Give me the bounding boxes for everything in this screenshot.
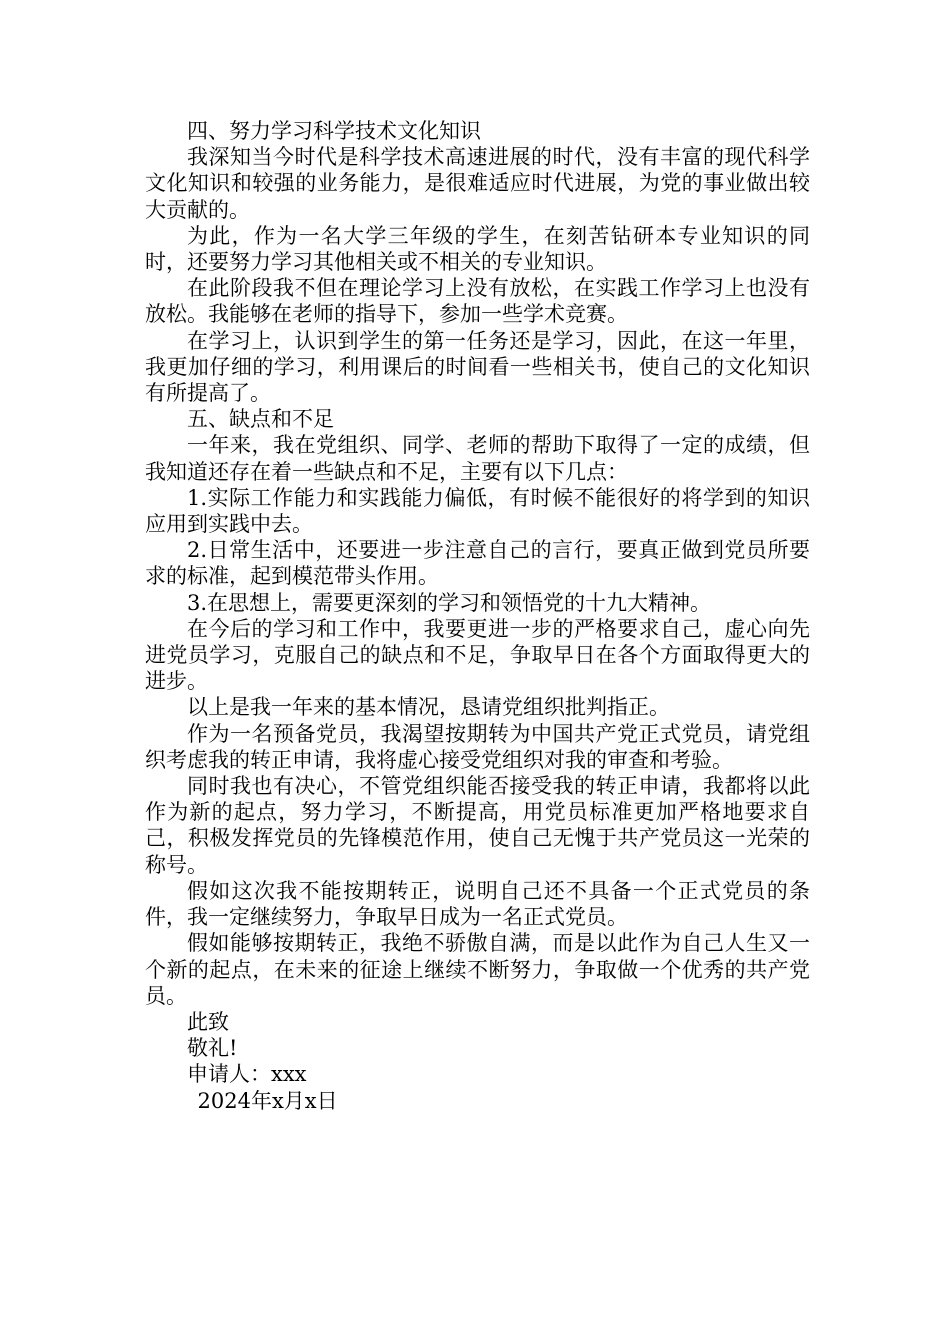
paragraph: 在学习上，认识到学生的第一任务还是学习，因此，在这一年里，我更加仔细的学习，利用课后的时间看一些相关书，使自己的文化知识有所提高了。 [145, 328, 810, 406]
document-page [145, 118, 810, 1114]
paragraph: 在今后的学习和工作中，我要更进一步的严格要求自己，虚心向先进党员学习，克服自己的缺点和不足，争取早日在各个方面取得更大的进步。 [145, 616, 810, 694]
section-heading-5: 五、缺点和不足 [187, 407, 334, 432]
applicant-signature: 申请人：xxx [187, 1062, 307, 1087]
closing-salutation: 此致 [187, 1009, 229, 1034]
paragraph: 作为一名预备党员，我渴望按期转为中国共产党正式党员，请党组织考虑我的转正申请，我将虚心接受党组织对我的审查和考验。 [145, 721, 810, 772]
list-item: 2.日常生活中，还要进一步注意自己的言行，要真正做到党员所要求的标准，起到模范带头作用。 [145, 538, 810, 589]
paragraph: 一年来，我在党组织、同学、老师的帮助下取得了一定的成绩，但我知道还存在着一些缺点和不足，主要有以下几点： [145, 433, 810, 484]
section-heading-4: 四、努力学习科学技术文化知识 [187, 119, 481, 143]
signature-date: 2024年x月x日 [197, 1088, 338, 1113]
closing-regards: 敬礼! [187, 1036, 238, 1061]
list-item: 3.在思想上，需要更深刻的学习和领悟党的十九大精神。 [187, 590, 712, 615]
paragraph: 以上是我一年来的基本情况，恳请党组织批判指正。 [187, 695, 670, 720]
paragraph: 假如能够按期转正，我绝不骄傲自满，而是以此作为自己人生又一个新的起点，在未来的征途上继续不断努力，争取做一个优秀的共产党员。 [145, 931, 810, 1008]
paragraph: 假如这次我不能按期转正，说明自己还不具备一个正式党员的条件，我一定继续努力，争取早日成为一名正式党员。 [145, 878, 810, 930]
paragraph: 在此阶段我不但在理论学习上没有放松，在实践工作学习上也没有放松。我能够在老师的指导下，参加一些学术竞赛。 [145, 276, 810, 327]
paragraph: 为此，作为一名大学三年级的学生，在刻苦钻研本专业知识的同时，还要努力学习其他相关或不相关的专业知识。 [145, 223, 810, 275]
list-item: 1.实际工作能力和实践能力偏低，有时候不能很好的将学到的知识应用到实践中去。 [145, 485, 810, 537]
paragraph: 我深知当今时代是科学技术高速进展的时代，没有丰富的现代科学文化知识和较强的业务能力，是很难适应时代进展，为党的事业做出较大贡献的。 [145, 145, 810, 222]
paragraph: 同时我也有决心，不管党组织能否接受我的转正申请，我都将以此作为新的起点，努力学习，不断提高，用党员标准更加严格地要求自己，积极发挥党员的先锋模范作用，使自己无愧于共产党员这一光荣的称号。 [145, 774, 810, 877]
